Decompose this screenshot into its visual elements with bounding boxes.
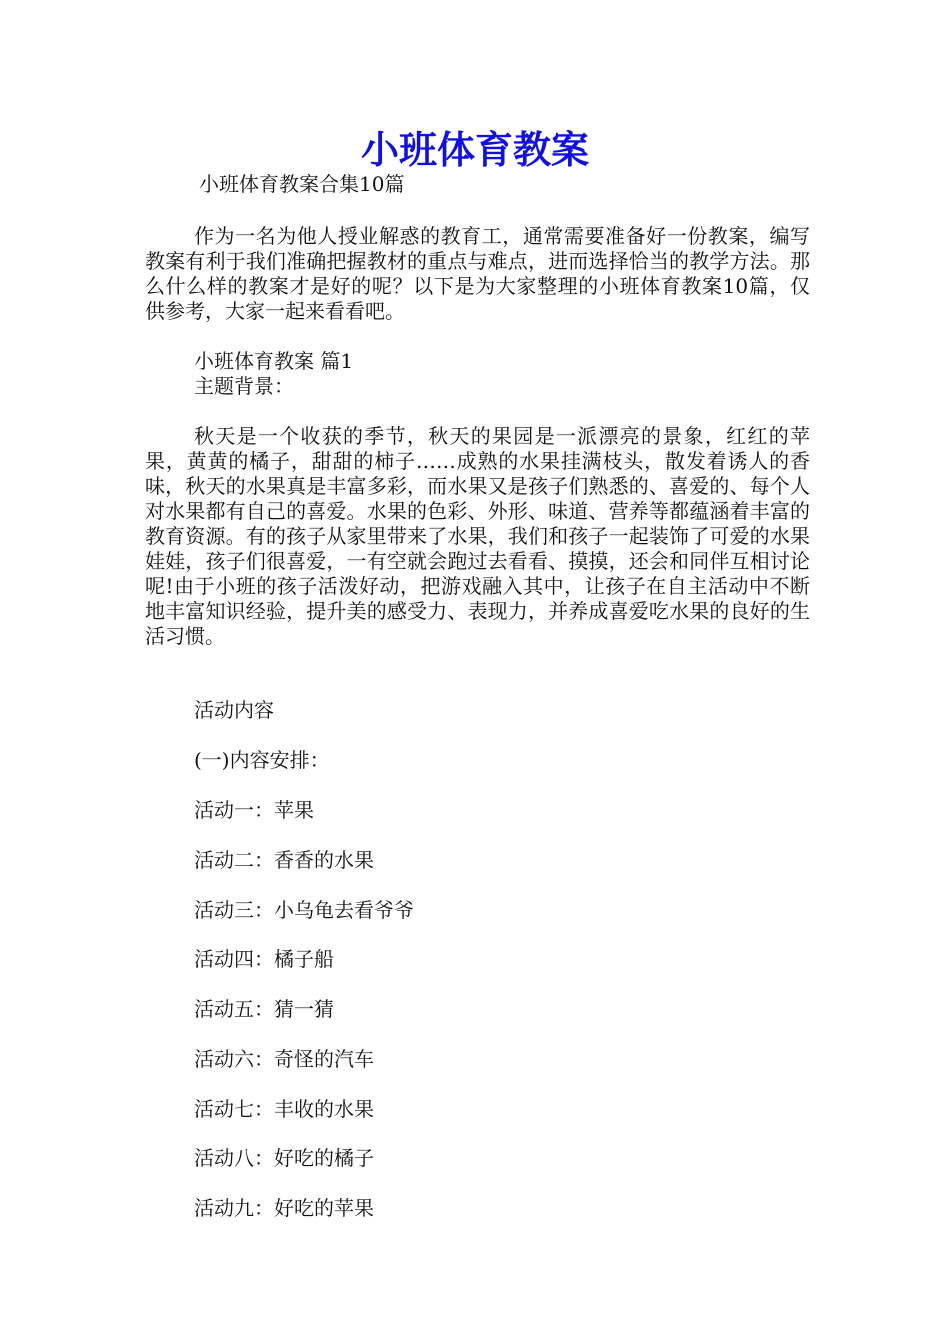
arrangement-heading: (一)内容安排： [194, 748, 330, 772]
document-title: 小班体育教案 [360, 127, 589, 172]
theme-paragraph: 秋天是一个收获的季节，秋天的果园是一派漂亮的景象，红红的苹果，黄黄的橘子，甜甜的柿子……成熟的水果挂满枝头，散发着诱人的香味，秋天的水果真是丰富多彩，而水果又是孩子们熟悉的、喜爱的、每个人对水果都有自己的喜爱。水果的色彩、外形、味道、营养等都蕴涵着丰富的教育资源。有的孩子从家里带来了水果，我们和孩子一起装饰了可爱的水果娃娃，孩子们很喜爱，一有空就会跑过去看看、摸摸，还会和同伴互相讨论呢!由于小班的孩子活泼好动，把游戏融入其中，让孩子在自主活动中不断地丰富知识经验，提升美的感受力、表现力，并养成喜爱吃水果的良好的生活习惯。 [145, 424, 810, 648]
list-item: 活动九：好吃的苹果 [194, 1196, 374, 1220]
list-item: 活动四：橘子船 [194, 947, 334, 971]
list-item: 活动三：小乌龟去看爷爷 [194, 898, 414, 922]
list-item: 活动七：丰收的水果 [194, 1097, 374, 1121]
list-item: 活动六：奇怪的汽车 [194, 1047, 374, 1071]
list-item: 活动八：好吃的橘子 [194, 1146, 374, 1170]
theme-label: 主题背景： [194, 374, 294, 398]
activity-heading: 活动内容 [194, 698, 274, 722]
section-heading: 小班体育教案 篇1 [194, 349, 354, 373]
list-item: 活动二：香香的水果 [194, 848, 374, 872]
list-item: 活动五：猜一猜 [194, 997, 334, 1021]
intro-paragraph: 作为一名为他人授业解惑的教育工，通常需要准备好一份教案，编写教案有利于我们准确把握教材的重点与难点，进而选择恰当的教学方法。那么什么样的教案才是好的呢？以下是为大家整理的小班体育教案10篇，仅供参考，大家一起来看看吧。 [145, 224, 810, 323]
document-subtitle: 小班体育教案合集10篇 [199, 172, 405, 196]
list-item: 活动一：苹果 [194, 798, 314, 822]
